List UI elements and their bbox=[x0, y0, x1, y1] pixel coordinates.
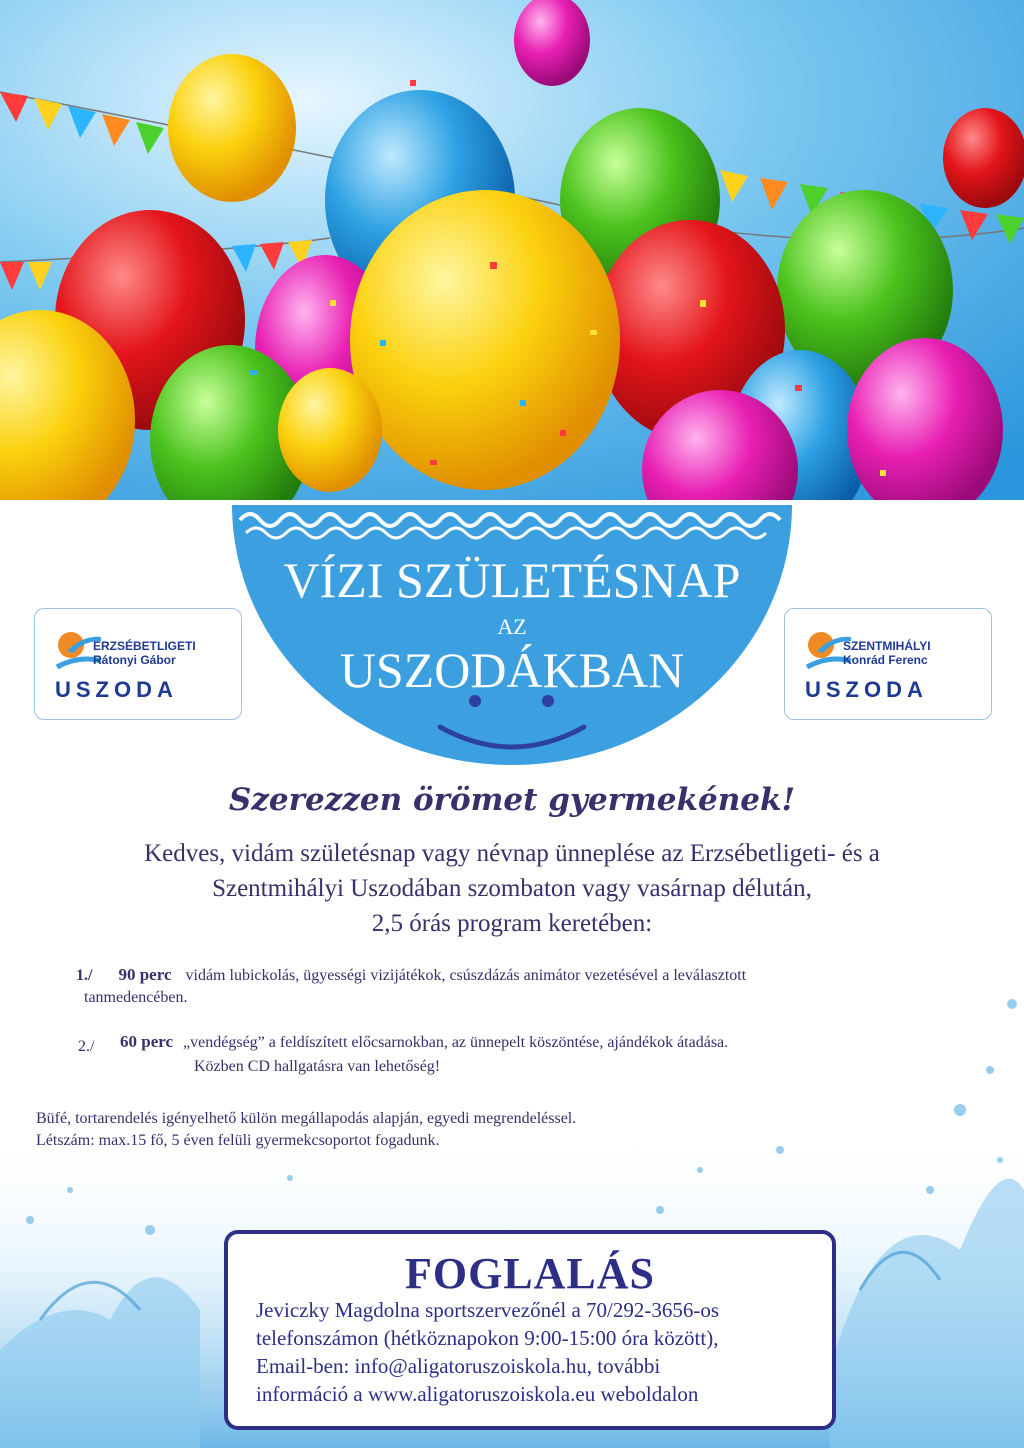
logo-name-line1: ERZSÉBETLIGETI bbox=[93, 639, 196, 653]
booking-box bbox=[224, 1230, 836, 1430]
program-item-duration: 60 perc bbox=[120, 1032, 174, 1051]
note-catering: Büfé, tortarendelés igényelhető külön megállapodás alapján, egyedi megrendeléssel. bbox=[36, 1110, 577, 1127]
booking-line-email[interactable]: Email-ben: info@aligatoruszoiskola.hu, további bbox=[256, 1354, 661, 1378]
logo-name-line3: USZODA bbox=[805, 677, 928, 702]
intro-line: 2,5 órás program keretében: bbox=[371, 910, 653, 937]
booking-line-website[interactable]: információ a www.aligatoruszoiskola.eu weboldalon bbox=[256, 1382, 699, 1406]
booking-title: FOGLALÁS bbox=[404, 1249, 656, 1298]
balloon-hero-image bbox=[0, 0, 1024, 500]
logo-szentmihalyi bbox=[784, 608, 992, 720]
main-title-second-line: USZODÁKBAN bbox=[339, 642, 685, 698]
program-item-2 bbox=[120, 1031, 728, 1054]
intro-line: Szentmihályi Uszodában szombaton vagy vasárnap délután, bbox=[212, 875, 812, 902]
program-item-number: 1./ bbox=[76, 967, 93, 984]
logo-erzsebetligeti bbox=[34, 608, 242, 720]
logo-name-line2: Konrád Ferenc bbox=[843, 653, 928, 667]
intro-line: Kedves, vidám születésnap vagy névnap ünneplése az Erzsébetligeti- és a bbox=[144, 840, 880, 867]
logo-name-line2: Rátonyi Gábor bbox=[93, 653, 176, 667]
program-item-description: „vendégség” a feldíszített előcsarnokban, az ünnepelt köszöntése, ajándékok átadása. bbox=[183, 1034, 729, 1051]
program-item-description: vidám lubickolás, ügyességi vizijátékok, csúszdázás animátor vezetésével a leválasztott bbox=[185, 967, 747, 984]
title-connector: AZ bbox=[497, 614, 527, 639]
booking-line: Jeviczky Magdolna sportszervezőnél a 70/292-3656-os bbox=[256, 1298, 720, 1322]
note-group-size: Létszám: max.15 fő, 5 éven felüli gyermekcsoportot fogadunk. bbox=[36, 1132, 440, 1149]
program-item-1-continued: tanmedencében. bbox=[84, 989, 188, 1006]
intro-paragraph bbox=[20, 836, 1004, 941]
program-item-2-continued: Közben CD hallgatásra van lehetőség! bbox=[194, 1058, 441, 1075]
tagline: Szerezzen örömet gyermekének! bbox=[228, 782, 796, 818]
main-title: VÍZI SZÜLETÉSNAP bbox=[283, 552, 741, 608]
booking-line: telefonszámon (hétköznapokon 9:00-15:00 óra között), bbox=[256, 1326, 719, 1350]
notes bbox=[36, 1108, 576, 1152]
program-item-duration: 90 perc bbox=[118, 965, 172, 984]
logo-name-line3: USZODA bbox=[55, 677, 178, 702]
program-item-1 bbox=[76, 964, 746, 987]
program-item-number: 2./ bbox=[78, 1038, 95, 1055]
logo-name-line1: SZENTMIHÁLYI bbox=[843, 639, 931, 653]
